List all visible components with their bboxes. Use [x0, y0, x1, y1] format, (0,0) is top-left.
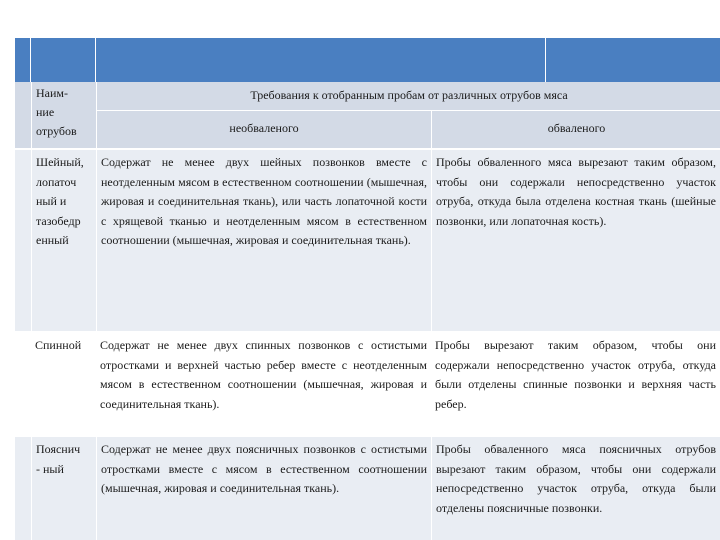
boned-requirement: Пробы обваленного мяса вырезают таким образом, чтобы они содержали непосредственно участок отруба, откуда была отделена костная ткань (шейные позвонки, или лопаточная кость). [431, 150, 720, 331]
boned-requirement: Пробы вырезают таким образом, чтобы они содержали непосредственно участок отруба, откуда были отделены спинные позвонки и верхняя часть ребер. [435, 338, 716, 411]
unboned-requirement: Содержат не менее двух спинных позвонков с остистыми отростками и верхней частью ребер вместе с неотделенным мясом в естественном соотношении (мышечная, жировая и соединительная ткань). [100, 338, 427, 411]
cut-name: Спинной [35, 338, 82, 352]
table-row [15, 435, 720, 540]
header-requirements: Требования к отобранным пробам от различных отрубов мяса [250, 88, 568, 102]
band-cell-3 [96, 38, 546, 82]
unboned-requirement: Содержат не менее двух шейных позвонков вместе с неотделенным мясом в естественном соотношении (мышечная, жировая и соединительная ткань), или часть лопаточной кости с хрящевой тканью и неотделенным мясом в естественном соотношении (мышечная, жировая и соединительная ткань). [96, 150, 431, 331]
table-top-band [15, 38, 720, 82]
boned-requirement: Пробы обваленного мяса поясничных отрубов вырезают таким образом, чтобы они содержали непосредственно участок отруба, откуда были отделены поясничные позвонки. [431, 437, 720, 540]
cut-name: Пояснич - ный [31, 437, 96, 540]
unboned-requirement: Содержат не менее двух поясничных позвонков с остистыми отростками вместе с мясом в естественном соотношении (мышечная, жировая и соединительная ткань). [96, 437, 431, 540]
table-row [15, 148, 720, 331]
cut-name: Шейный, лопаточ ный и тазобедр енный [31, 150, 96, 331]
header-unboned: необваленого [229, 121, 299, 135]
band-cell-2 [31, 38, 96, 82]
table-row [15, 331, 720, 435]
header-boned: обваленого [547, 121, 606, 135]
band-cell-4 [546, 38, 720, 82]
header-row [15, 82, 720, 148]
band-cell-1 [15, 38, 31, 82]
header-cut-name: Наим- ние отрубов [31, 82, 96, 148]
